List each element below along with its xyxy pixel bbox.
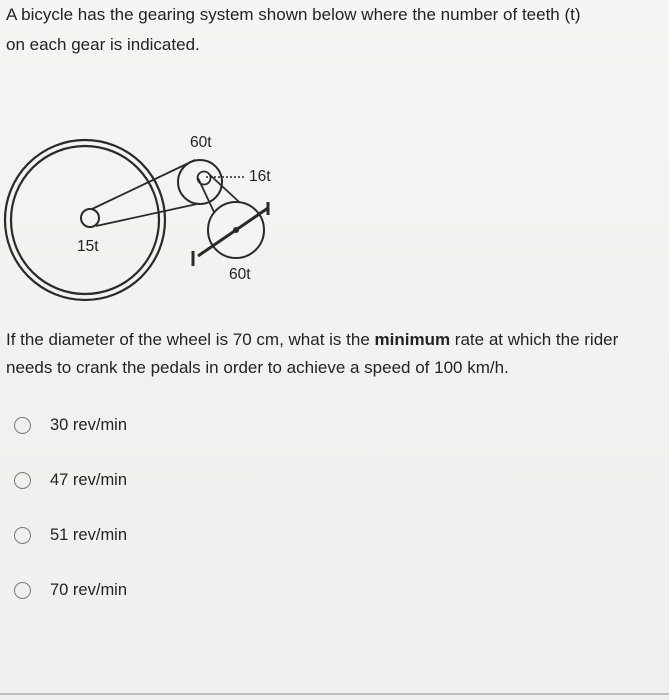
answer-option-label: 47 rev/min [50,470,128,489]
rear-gear-label: 15t [77,238,99,255]
chain-lower [96,204,197,226]
answer-option-30[interactable] [14,408,127,442]
middle-large-gear-label: 60t [190,134,212,151]
answer-option-47[interactable] [14,463,127,497]
radio-button-icon[interactable] [14,527,31,544]
question-text [6,326,656,382]
rear-gear [81,209,99,227]
bottom-divider [0,693,669,695]
pedal-gear-label: 60t [229,266,251,283]
answer-option-label: 30 rev/min [50,415,128,434]
question-emphasis: minimum [374,330,451,349]
prompt-line-1: A bicycle has the gearing system shown below where the number of teeth (t) [6,5,581,24]
question-text-before: If the diameter of the wheel is 70 cm, what is the [6,330,375,349]
pedal-axle [233,227,239,233]
radio-button-icon[interactable] [14,472,31,489]
radio-button-icon[interactable] [14,582,31,599]
prompt-line-2: on each gear is indicated. [6,35,200,54]
answer-option-label: 70 rev/min [50,580,128,599]
middle-small-gear-label: 16t [249,168,271,185]
answer-option-label: 51 rev/min [50,525,128,544]
answer-option-51[interactable] [14,518,127,552]
question-prompt [6,0,646,60]
radio-button-icon[interactable] [14,417,31,434]
question-text-after: rate at which the rider needs to crank the pedals in order to achieve a speed of 100 km/h. [6,330,619,377]
answer-option-70[interactable] [14,573,127,607]
gearing-diagram [0,120,300,305]
